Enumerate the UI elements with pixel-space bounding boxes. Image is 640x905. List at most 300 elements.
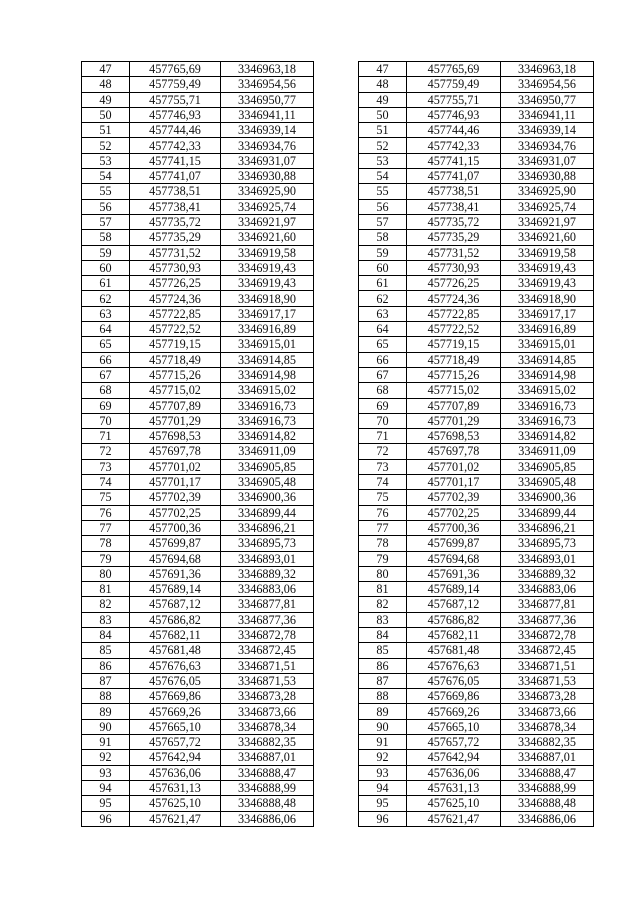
- table-row: [82, 765, 314, 780]
- x-coordinate-cell: 457701,02: [130, 459, 221, 474]
- x-coordinate-cell: 457682,11: [130, 627, 221, 642]
- y-coordinate-cell: 3346919,43: [501, 276, 594, 291]
- point-number-cell: 85: [359, 643, 407, 658]
- table-row: [359, 107, 594, 122]
- y-coordinate-cell: 3346878,34: [501, 719, 594, 734]
- x-coordinate-cell: 457718,49: [130, 352, 221, 367]
- table-row: [359, 138, 594, 153]
- table-row: [82, 490, 314, 505]
- point-number-cell: 74: [359, 475, 407, 490]
- x-coordinate-cell: 457631,13: [407, 780, 501, 795]
- x-coordinate-cell: 457669,86: [130, 689, 221, 704]
- y-coordinate-cell: 3346934,76: [221, 138, 314, 153]
- table-row: [82, 796, 314, 811]
- point-number-cell: 61: [82, 276, 130, 291]
- table-row: [359, 153, 594, 168]
- point-number-cell: 53: [82, 153, 130, 168]
- x-coordinate-cell: 457759,49: [130, 77, 221, 92]
- point-number-cell: 89: [82, 704, 130, 719]
- y-coordinate-cell: 3346896,21: [221, 520, 314, 535]
- point-number-cell: 51: [82, 123, 130, 138]
- table-row: [82, 199, 314, 214]
- y-coordinate-cell: 3346871,53: [501, 673, 594, 688]
- point-number-cell: 67: [359, 367, 407, 382]
- table-row: [82, 92, 314, 107]
- x-coordinate-cell: 457689,14: [130, 582, 221, 597]
- table-row: [359, 689, 594, 704]
- y-coordinate-cell: 3346916,89: [221, 322, 314, 337]
- x-coordinate-cell: 457735,29: [130, 230, 221, 245]
- point-number-cell: 82: [359, 597, 407, 612]
- x-coordinate-cell: 457746,93: [130, 107, 221, 122]
- point-number-cell: 50: [359, 107, 407, 122]
- point-number-cell: 70: [82, 413, 130, 428]
- x-coordinate-cell: 457726,25: [407, 276, 501, 291]
- point-number-cell: 49: [82, 92, 130, 107]
- y-coordinate-cell: 3346915,02: [221, 383, 314, 398]
- point-number-cell: 96: [82, 811, 130, 826]
- point-number-cell: 62: [82, 291, 130, 306]
- y-coordinate-cell: 3346873,66: [501, 704, 594, 719]
- table-row: [82, 719, 314, 734]
- x-coordinate-cell: 457700,36: [130, 520, 221, 535]
- y-coordinate-cell: 3346925,74: [221, 199, 314, 214]
- point-number-cell: 55: [359, 184, 407, 199]
- point-number-cell: 66: [82, 352, 130, 367]
- table-row: [82, 811, 314, 826]
- table-row: [82, 520, 314, 535]
- table-row: [82, 643, 314, 658]
- y-coordinate-cell: 3346877,36: [501, 612, 594, 627]
- y-coordinate-cell: 3346915,02: [501, 383, 594, 398]
- x-coordinate-cell: 457698,53: [407, 429, 501, 444]
- y-coordinate-cell: 3346893,01: [501, 551, 594, 566]
- point-number-cell: 78: [359, 536, 407, 551]
- x-coordinate-cell: 457702,25: [130, 505, 221, 520]
- y-coordinate-cell: 3346916,89: [501, 322, 594, 337]
- point-number-cell: 69: [82, 398, 130, 413]
- table-row: [359, 322, 594, 337]
- y-coordinate-cell: 3346896,21: [501, 520, 594, 535]
- y-coordinate-cell: 3346877,81: [221, 597, 314, 612]
- table-row: [82, 383, 314, 398]
- table-row: [359, 214, 594, 229]
- point-number-cell: 95: [359, 796, 407, 811]
- point-number-cell: 88: [82, 689, 130, 704]
- point-number-cell: 58: [359, 230, 407, 245]
- point-number-cell: 63: [82, 306, 130, 321]
- table-row: [82, 337, 314, 352]
- y-coordinate-cell: 3346888,47: [221, 765, 314, 780]
- x-coordinate-cell: 457669,26: [407, 704, 501, 719]
- point-number-cell: 70: [359, 413, 407, 428]
- point-number-cell: 75: [82, 490, 130, 505]
- y-coordinate-cell: 3346873,66: [221, 704, 314, 719]
- y-coordinate-cell: 3346914,82: [501, 429, 594, 444]
- x-coordinate-cell: 457738,41: [407, 199, 501, 214]
- y-coordinate-cell: 3346931,07: [501, 153, 594, 168]
- point-number-cell: 53: [359, 153, 407, 168]
- point-number-cell: 50: [82, 107, 130, 122]
- table-row: [359, 719, 594, 734]
- y-coordinate-cell: 3346905,85: [221, 459, 314, 474]
- y-coordinate-cell: 3346918,90: [221, 291, 314, 306]
- table-row: [82, 735, 314, 750]
- x-coordinate-cell: 457676,05: [407, 673, 501, 688]
- y-coordinate-cell: 3346888,47: [501, 765, 594, 780]
- y-coordinate-cell: 3346954,56: [221, 77, 314, 92]
- x-coordinate-cell: 457719,15: [407, 337, 501, 352]
- table-row: [82, 413, 314, 428]
- table-row: [359, 245, 594, 260]
- point-number-cell: 56: [359, 199, 407, 214]
- point-number-cell: 79: [82, 551, 130, 566]
- x-coordinate-cell: 457682,11: [407, 627, 501, 642]
- table-row: [359, 429, 594, 444]
- y-coordinate-cell: 3346886,06: [501, 811, 594, 826]
- point-number-cell: 72: [359, 444, 407, 459]
- x-coordinate-cell: 457676,63: [407, 658, 501, 673]
- x-coordinate-cell: 457744,46: [130, 123, 221, 138]
- x-coordinate-cell: 457731,52: [130, 245, 221, 260]
- x-coordinate-cell: 457625,10: [407, 796, 501, 811]
- point-number-cell: 90: [82, 719, 130, 734]
- point-number-cell: 93: [359, 765, 407, 780]
- x-coordinate-cell: 457621,47: [130, 811, 221, 826]
- y-coordinate-cell: 3346888,99: [501, 780, 594, 795]
- x-coordinate-cell: 457700,36: [407, 520, 501, 535]
- point-number-cell: 59: [359, 245, 407, 260]
- x-coordinate-cell: 457701,29: [407, 413, 501, 428]
- y-coordinate-cell: 3346930,88: [221, 169, 314, 184]
- table-row: [82, 612, 314, 627]
- x-coordinate-cell: 457686,82: [130, 612, 221, 627]
- y-coordinate-cell: 3346882,35: [221, 735, 314, 750]
- x-coordinate-cell: 457759,49: [407, 77, 501, 92]
- x-coordinate-cell: 457724,36: [130, 291, 221, 306]
- x-coordinate-cell: 457731,52: [407, 245, 501, 260]
- table-row: [82, 107, 314, 122]
- point-number-cell: 89: [359, 704, 407, 719]
- point-number-cell: 51: [359, 123, 407, 138]
- y-coordinate-cell: 3346921,60: [501, 230, 594, 245]
- x-coordinate-cell: 457741,07: [407, 169, 501, 184]
- point-number-cell: 83: [359, 612, 407, 627]
- point-number-cell: 62: [359, 291, 407, 306]
- table-row: [359, 184, 594, 199]
- point-number-cell: 63: [359, 306, 407, 321]
- table-row: [359, 643, 594, 658]
- x-coordinate-cell: 457722,85: [130, 306, 221, 321]
- point-number-cell: 82: [82, 597, 130, 612]
- point-number-cell: 71: [359, 429, 407, 444]
- table-row: [82, 291, 314, 306]
- table-row: [359, 505, 594, 520]
- y-coordinate-cell: 3346883,06: [501, 582, 594, 597]
- y-coordinate-cell: 3346963,18: [221, 62, 314, 77]
- x-coordinate-cell: 457694,68: [407, 551, 501, 566]
- table-row: [82, 582, 314, 597]
- y-coordinate-cell: 3346916,73: [501, 413, 594, 428]
- point-number-cell: 66: [359, 352, 407, 367]
- point-number-cell: 69: [359, 398, 407, 413]
- point-number-cell: 65: [82, 337, 130, 352]
- table-row: [359, 367, 594, 382]
- y-coordinate-cell: 3346895,73: [501, 536, 594, 551]
- y-coordinate-cell: 3346899,44: [221, 505, 314, 520]
- table-body-right: [359, 62, 594, 827]
- table-row: [82, 138, 314, 153]
- x-coordinate-cell: 457636,06: [407, 765, 501, 780]
- table-row: [359, 260, 594, 275]
- y-coordinate-cell: 3346888,99: [221, 780, 314, 795]
- point-number-cell: 59: [82, 245, 130, 260]
- x-coordinate-cell: 457701,17: [407, 475, 501, 490]
- table-row: [82, 153, 314, 168]
- table-row: [359, 597, 594, 612]
- y-coordinate-cell: 3346915,01: [221, 337, 314, 352]
- x-coordinate-cell: 457742,33: [407, 138, 501, 153]
- x-coordinate-cell: 457694,68: [130, 551, 221, 566]
- point-number-cell: 55: [82, 184, 130, 199]
- table-row: [82, 689, 314, 704]
- point-number-cell: 81: [359, 582, 407, 597]
- table-row: [82, 322, 314, 337]
- y-coordinate-cell: 3346918,90: [501, 291, 594, 306]
- x-coordinate-cell: 457681,48: [130, 643, 221, 658]
- table-row: [359, 337, 594, 352]
- coordinates-table-right: [358, 61, 594, 827]
- x-coordinate-cell: 457698,53: [130, 429, 221, 444]
- x-coordinate-cell: 457738,51: [130, 184, 221, 199]
- x-coordinate-cell: 457735,72: [407, 214, 501, 229]
- table-row: [359, 352, 594, 367]
- x-coordinate-cell: 457735,29: [407, 230, 501, 245]
- table-row: [359, 306, 594, 321]
- point-number-cell: 80: [359, 566, 407, 581]
- point-number-cell: 77: [359, 520, 407, 535]
- table-row: [359, 796, 594, 811]
- y-coordinate-cell: 3346889,32: [501, 566, 594, 581]
- table-row: [359, 673, 594, 688]
- table-row: [359, 230, 594, 245]
- x-coordinate-cell: 457722,52: [130, 322, 221, 337]
- point-number-cell: 86: [82, 658, 130, 673]
- y-coordinate-cell: 3346900,36: [221, 490, 314, 505]
- point-number-cell: 90: [359, 719, 407, 734]
- table-row: [359, 735, 594, 750]
- point-number-cell: 47: [82, 62, 130, 77]
- x-coordinate-cell: 457691,36: [407, 566, 501, 581]
- x-coordinate-cell: 457755,71: [130, 92, 221, 107]
- x-coordinate-cell: 457735,72: [130, 214, 221, 229]
- x-coordinate-cell: 457707,89: [130, 398, 221, 413]
- table-row: [82, 184, 314, 199]
- y-coordinate-cell: 3346905,85: [501, 459, 594, 474]
- x-coordinate-cell: 457718,49: [407, 352, 501, 367]
- y-coordinate-cell: 3346871,51: [221, 658, 314, 673]
- x-coordinate-cell: 457730,93: [130, 260, 221, 275]
- table-row: [359, 704, 594, 719]
- point-number-cell: 54: [359, 169, 407, 184]
- table-row: [359, 291, 594, 306]
- table-row: [359, 765, 594, 780]
- point-number-cell: 84: [359, 627, 407, 642]
- table-row: [82, 230, 314, 245]
- table-row: [359, 612, 594, 627]
- x-coordinate-cell: 457715,26: [407, 367, 501, 382]
- y-coordinate-cell: 3346917,17: [501, 306, 594, 321]
- x-coordinate-cell: 457746,93: [407, 107, 501, 122]
- x-coordinate-cell: 457741,15: [407, 153, 501, 168]
- point-number-cell: 91: [359, 735, 407, 750]
- y-coordinate-cell: 3346914,85: [221, 352, 314, 367]
- point-number-cell: 77: [82, 520, 130, 535]
- y-coordinate-cell: 3346963,18: [501, 62, 594, 77]
- y-coordinate-cell: 3346950,77: [501, 92, 594, 107]
- y-coordinate-cell: 3346917,17: [221, 306, 314, 321]
- table-row: [82, 260, 314, 275]
- x-coordinate-cell: 457707,89: [407, 398, 501, 413]
- x-coordinate-cell: 457687,12: [130, 597, 221, 612]
- y-coordinate-cell: 3346921,60: [221, 230, 314, 245]
- table-row: [359, 413, 594, 428]
- y-coordinate-cell: 3346887,01: [501, 750, 594, 765]
- x-coordinate-cell: 457755,71: [407, 92, 501, 107]
- table-row: [82, 352, 314, 367]
- point-number-cell: 85: [82, 643, 130, 658]
- x-coordinate-cell: 457702,25: [407, 505, 501, 520]
- point-number-cell: 93: [82, 765, 130, 780]
- point-number-cell: 87: [82, 673, 130, 688]
- point-number-cell: 96: [359, 811, 407, 826]
- x-coordinate-cell: 457676,05: [130, 673, 221, 688]
- table-row: [82, 398, 314, 413]
- point-number-cell: 49: [359, 92, 407, 107]
- table-row: [359, 459, 594, 474]
- point-number-cell: 56: [82, 199, 130, 214]
- y-coordinate-cell: 3346877,81: [501, 597, 594, 612]
- x-coordinate-cell: 457687,12: [407, 597, 501, 612]
- coordinates-table-left: [81, 61, 314, 827]
- point-number-cell: 81: [82, 582, 130, 597]
- table-row: [359, 627, 594, 642]
- table-row: [82, 750, 314, 765]
- y-coordinate-cell: 3346888,48: [501, 796, 594, 811]
- table-row: [82, 704, 314, 719]
- y-coordinate-cell: 3346915,01: [501, 337, 594, 352]
- x-coordinate-cell: 457701,17: [130, 475, 221, 490]
- point-number-cell: 88: [359, 689, 407, 704]
- point-number-cell: 91: [82, 735, 130, 750]
- y-coordinate-cell: 3346919,43: [501, 260, 594, 275]
- y-coordinate-cell: 3346872,78: [501, 627, 594, 642]
- point-number-cell: 74: [82, 475, 130, 490]
- table-row: [359, 490, 594, 505]
- point-number-cell: 76: [359, 505, 407, 520]
- y-coordinate-cell: 3346889,32: [221, 566, 314, 581]
- table-row: [82, 123, 314, 138]
- x-coordinate-cell: 457722,52: [407, 322, 501, 337]
- table-row: [359, 566, 594, 581]
- point-number-cell: 48: [82, 77, 130, 92]
- x-coordinate-cell: 457702,39: [407, 490, 501, 505]
- y-coordinate-cell: 3346950,77: [221, 92, 314, 107]
- point-number-cell: 76: [82, 505, 130, 520]
- point-number-cell: 75: [359, 490, 407, 505]
- table-row: [82, 214, 314, 229]
- table-row: [82, 658, 314, 673]
- y-coordinate-cell: 3346921,97: [221, 214, 314, 229]
- table-row: [359, 536, 594, 551]
- x-coordinate-cell: 457697,78: [407, 444, 501, 459]
- table-row: [82, 551, 314, 566]
- y-coordinate-cell: 3346873,28: [221, 689, 314, 704]
- table-row: [359, 780, 594, 795]
- point-number-cell: 60: [359, 260, 407, 275]
- y-coordinate-cell: 3346925,90: [221, 184, 314, 199]
- point-number-cell: 61: [359, 276, 407, 291]
- y-coordinate-cell: 3346914,98: [501, 367, 594, 382]
- point-number-cell: 73: [82, 459, 130, 474]
- table-row: [359, 811, 594, 826]
- table-row: [82, 459, 314, 474]
- x-coordinate-cell: 457665,10: [130, 719, 221, 734]
- y-coordinate-cell: 3346900,36: [501, 490, 594, 505]
- y-coordinate-cell: 3346914,85: [501, 352, 594, 367]
- table-row: [359, 444, 594, 459]
- point-number-cell: 47: [359, 62, 407, 77]
- x-coordinate-cell: 457686,82: [407, 612, 501, 627]
- x-coordinate-cell: 457676,63: [130, 658, 221, 673]
- y-coordinate-cell: 3346888,48: [221, 796, 314, 811]
- y-coordinate-cell: 3346872,45: [501, 643, 594, 658]
- point-number-cell: 87: [359, 673, 407, 688]
- table-row: [82, 505, 314, 520]
- table-row: [82, 306, 314, 321]
- y-coordinate-cell: 3346911,09: [221, 444, 314, 459]
- table-row: [82, 780, 314, 795]
- table-row: [359, 582, 594, 597]
- x-coordinate-cell: 457724,36: [407, 291, 501, 306]
- table-row: [82, 367, 314, 382]
- y-coordinate-cell: 3346919,43: [221, 260, 314, 275]
- x-coordinate-cell: 457699,87: [407, 536, 501, 551]
- point-number-cell: 78: [82, 536, 130, 551]
- point-number-cell: 71: [82, 429, 130, 444]
- point-number-cell: 84: [82, 627, 130, 642]
- x-coordinate-cell: 457657,72: [130, 735, 221, 750]
- x-coordinate-cell: 457691,36: [130, 566, 221, 581]
- y-coordinate-cell: 3346925,90: [501, 184, 594, 199]
- x-coordinate-cell: 457730,93: [407, 260, 501, 275]
- y-coordinate-cell: 3346939,14: [221, 123, 314, 138]
- y-coordinate-cell: 3346878,34: [221, 719, 314, 734]
- y-coordinate-cell: 3346871,51: [501, 658, 594, 673]
- x-coordinate-cell: 457738,51: [407, 184, 501, 199]
- point-number-cell: 64: [359, 322, 407, 337]
- y-coordinate-cell: 3346934,76: [501, 138, 594, 153]
- point-number-cell: 48: [359, 77, 407, 92]
- table-row: [82, 429, 314, 444]
- y-coordinate-cell: 3346921,97: [501, 214, 594, 229]
- y-coordinate-cell: 3346916,73: [221, 398, 314, 413]
- table-row: [82, 673, 314, 688]
- table-row: [359, 169, 594, 184]
- x-coordinate-cell: 457715,02: [130, 383, 221, 398]
- table-row: [82, 77, 314, 92]
- table-row: [359, 520, 594, 535]
